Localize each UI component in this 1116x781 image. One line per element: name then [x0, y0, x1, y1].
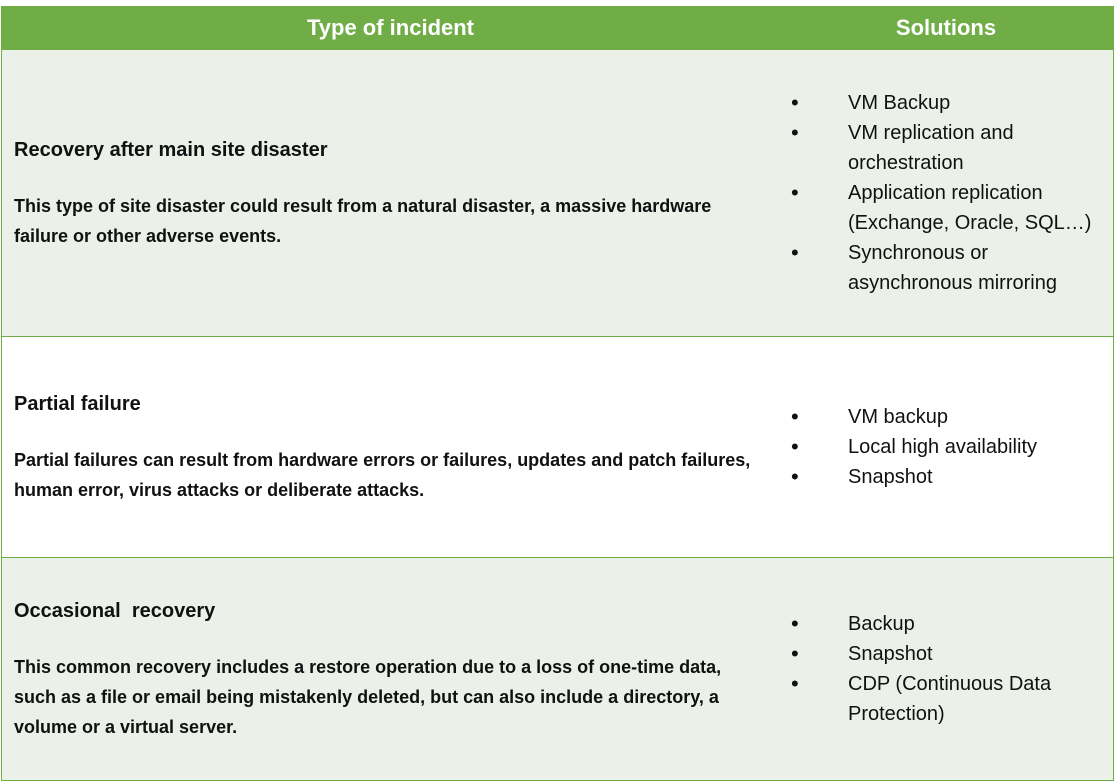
table-header — [2, 7, 1113, 49]
solution-text: VM Backup — [848, 92, 951, 114]
solution-text: VM backup — [848, 406, 949, 428]
solutions-cell — [779, 50, 1113, 336]
solutions-list — [791, 88, 1113, 298]
list-item — [791, 669, 1113, 729]
incident-cell — [2, 558, 779, 780]
header-type-of-incident: Type of incident — [306, 15, 475, 40]
list-item — [791, 432, 1113, 462]
incident-title: Occasional recovery — [14, 600, 216, 622]
solution-text: CDP (Continuous Data Protection) — [848, 673, 1052, 725]
incident-solutions-table — [1, 6, 1114, 781]
bullet-icon: • — [791, 641, 799, 666]
list-item — [791, 238, 1113, 298]
solution-text: Backup — [848, 613, 915, 635]
solution-text: Snapshot — [848, 643, 933, 665]
table-row — [2, 49, 1113, 336]
solution-text: Synchronous or asynchronous mirroring — [848, 242, 1057, 294]
list-item — [791, 402, 1113, 432]
solution-text: VM replication and orchestration — [848, 122, 1014, 174]
list-item — [791, 609, 1113, 639]
incident-description: Partial failures can result from hardware errors or failures, updates and patch failures, human error, virus attacks or deliberate attacks. — [14, 450, 751, 500]
bullet-icon: • — [791, 434, 799, 459]
list-item — [791, 462, 1113, 492]
table-row — [2, 557, 1113, 780]
list-item — [791, 639, 1113, 669]
solution-text: Snapshot — [848, 466, 933, 488]
solutions-cell — [779, 337, 1113, 557]
table-row — [2, 336, 1113, 557]
solution-text: Local high availability — [848, 436, 1038, 458]
list-item — [791, 118, 1113, 178]
bullet-icon: • — [791, 120, 799, 145]
solutions-cell — [779, 558, 1113, 780]
bullet-icon: • — [791, 90, 799, 115]
solution-text: Application replication (Exchange, Oracle, SQL…) — [848, 182, 1092, 234]
bullet-icon: • — [791, 671, 799, 696]
incident-description: This type of site disaster could result from a natural disaster, a massive hardware failure or other adverse events. — [14, 196, 712, 246]
incident-title: Recovery after main site disaster — [14, 139, 328, 161]
bullet-icon: • — [791, 611, 799, 636]
incident-description: This common recovery includes a restore operation due to a loss of one-time data, such as a file or email being mistakenly deleted, but can also include a directory, a volume or a virtual server. — [14, 657, 722, 737]
solutions-list — [791, 609, 1113, 729]
solutions-list — [791, 402, 1113, 492]
bullet-icon: • — [791, 240, 799, 265]
bullet-icon: • — [791, 464, 799, 489]
bullet-icon: • — [791, 404, 799, 429]
bullet-icon: • — [791, 180, 799, 205]
list-item — [791, 88, 1113, 118]
header-solutions: Solutions — [895, 15, 997, 40]
list-item — [791, 178, 1113, 238]
incident-cell — [2, 337, 779, 557]
incident-title: Partial failure — [14, 393, 141, 415]
incident-cell — [2, 50, 779, 336]
